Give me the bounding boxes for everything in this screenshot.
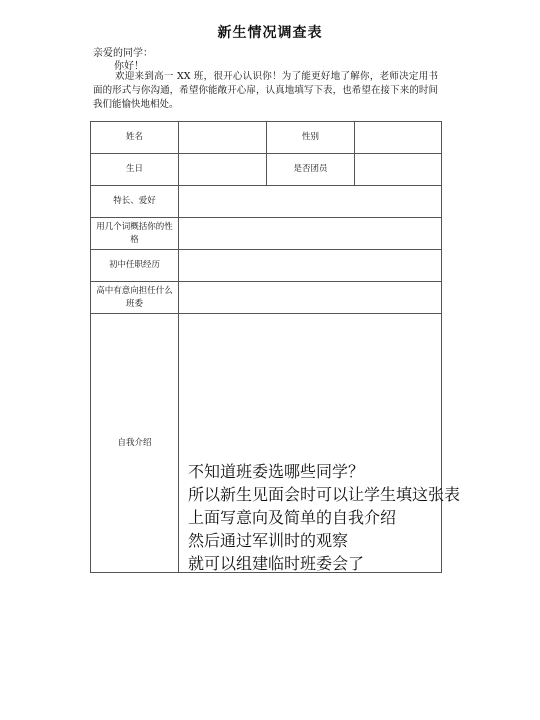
desired-position-field[interactable] (179, 282, 442, 314)
caption-line: 然后通过军训时的观察 (188, 531, 349, 550)
intro-paragraph: 欢迎来到高一 XX 班，很开心认识你！为了能更好地了解你，老师决定用书面的形式与你沟通，希望你能敞开心扉，认真地填写下表，也希望在接下来的时间我们能愉快地相处。 (93, 71, 438, 110)
salutation: 亲爱的同学： (93, 48, 153, 59)
gender-field[interactable] (355, 122, 442, 154)
form-row-personality (91, 218, 442, 250)
personality-field[interactable] (179, 218, 442, 250)
league-member-label: 是否团员 (267, 154, 355, 186)
form-row-desired-position (91, 282, 442, 314)
hobbies-label: 特长、爱好 (91, 186, 179, 218)
form-row-junior-positions (91, 250, 442, 282)
caption-overlay (188, 460, 538, 575)
desired-position-label: 高中有意向担任什么班委 (91, 282, 179, 314)
form-row-birthday (91, 154, 442, 186)
junior-positions-label: 初中任职经历 (91, 250, 179, 282)
greeting: 你好！ (114, 61, 144, 72)
caption-line: 不知道班委选哪些同学？ (188, 462, 365, 481)
birthday-label: 生日 (91, 154, 179, 186)
self-intro-label: 自我介绍 (91, 314, 179, 573)
caption-line: 上面写意向及简单的自我介绍 (188, 508, 397, 527)
name-label: 姓名 (91, 122, 179, 154)
document-title: 新生情况调查表 (217, 25, 323, 41)
caption-line: 所以新生见面会时可以让学生填这张表 (188, 485, 461, 504)
form-row-name (91, 122, 442, 154)
caption-line: 就可以组建临时班委会了 (188, 554, 365, 573)
league-member-field[interactable] (355, 154, 442, 186)
birthday-field[interactable] (179, 154, 267, 186)
personality-label: 用几个词概括你的性格 (91, 218, 179, 250)
hobbies-field[interactable] (179, 186, 442, 218)
junior-positions-field[interactable] (179, 250, 442, 282)
gender-label: 性别 (267, 122, 355, 154)
name-field[interactable] (179, 122, 267, 154)
form-row-hobbies (91, 186, 442, 218)
